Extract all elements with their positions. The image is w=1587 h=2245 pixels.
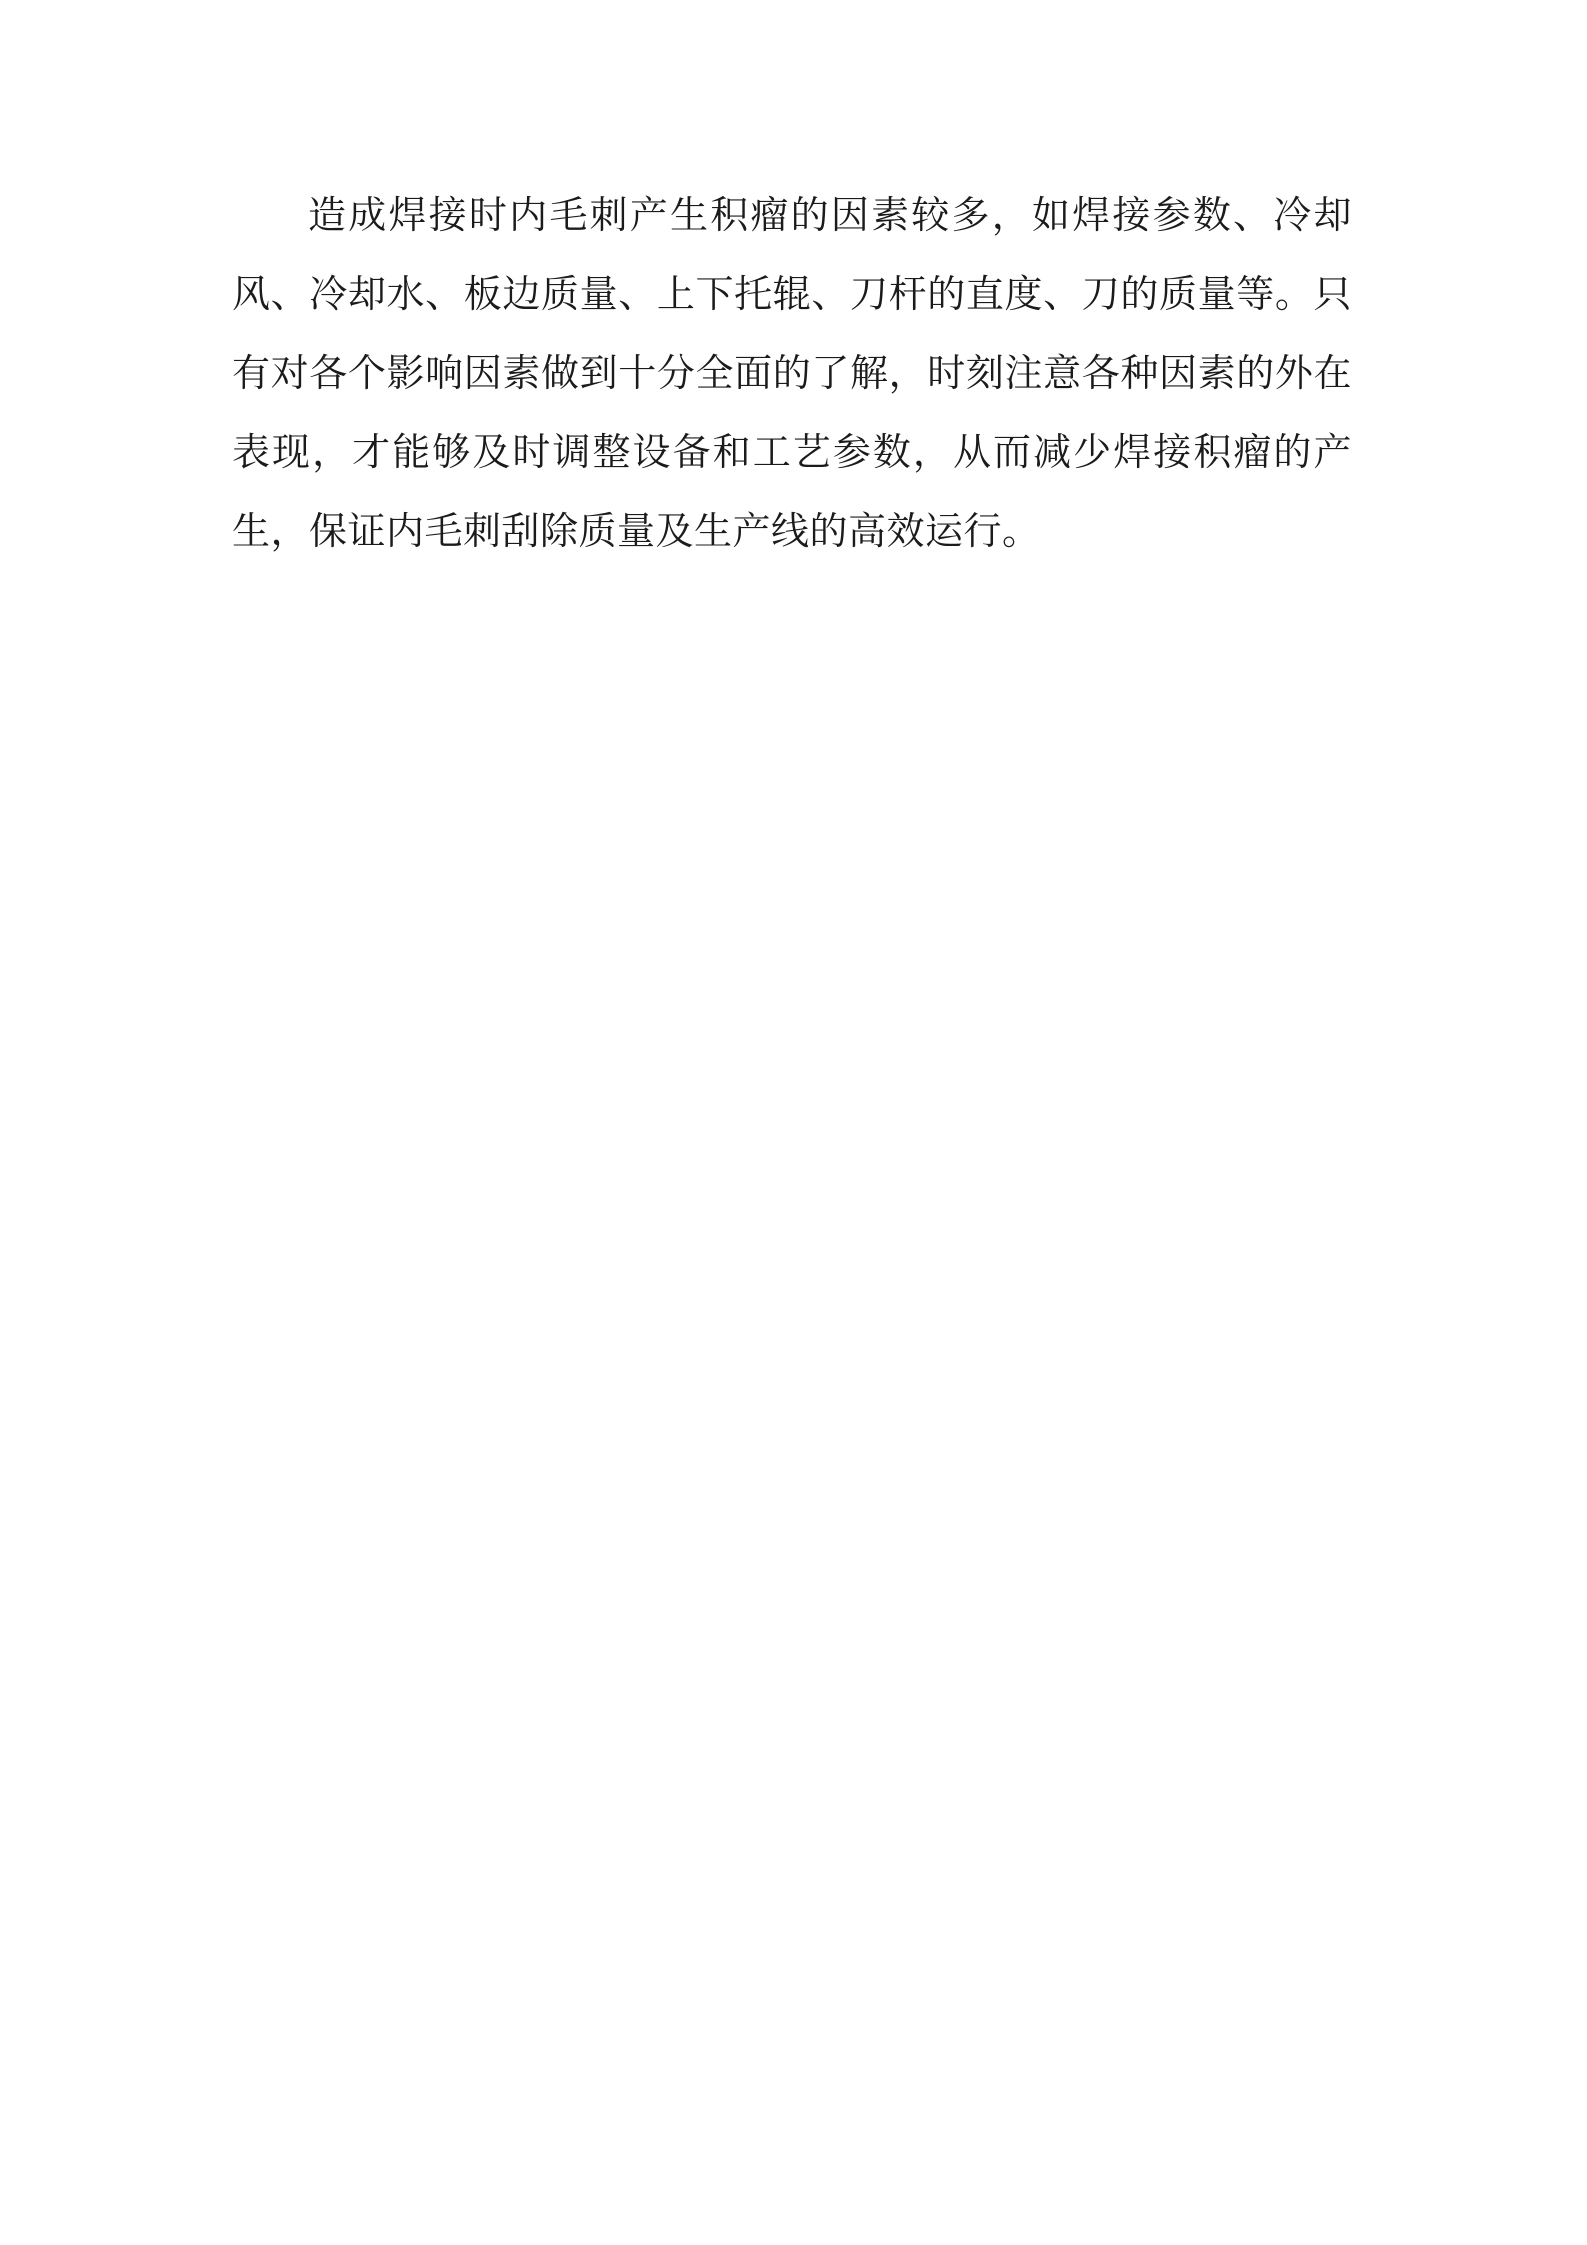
document-body: [232, 176, 1352, 571]
body-paragraph: 造成焊接时内毛刺产生积瘤的因素较多，如焊接参数、冷却风、冷却水、板边质量、上下托辊、刀杆的直度、刀的质量等。只有对各个影响因素做到十分全面的了解，时刻注意各种因素的外在表现，才能够及时调整设备和工艺参数，从而减少焊接积瘤的产生，保证内毛刺刮除质量及生产线的高效运行。: [232, 193, 1352, 553]
